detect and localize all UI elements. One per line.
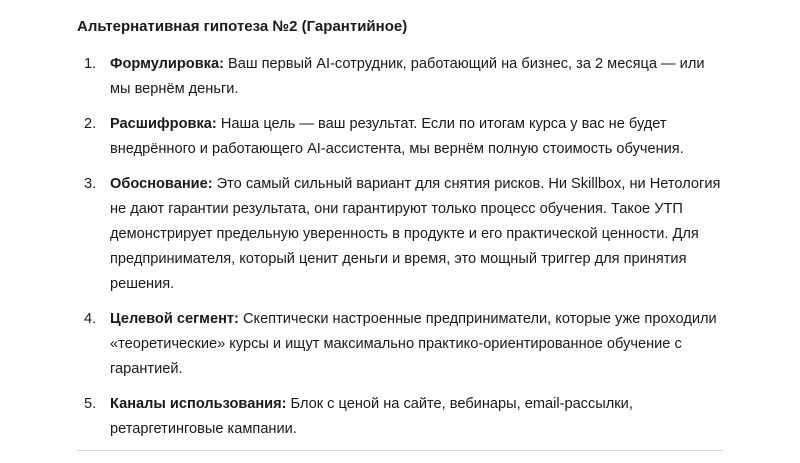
list-item-term: Каналы использования:: [110, 396, 287, 412]
list-number: 1.: [84, 56, 97, 72]
list-number: 5.: [84, 396, 97, 412]
list-item: [77, 307, 727, 382]
list-item-term: Расшифровка:: [110, 116, 217, 132]
section-divider: [77, 450, 723, 451]
list-number: 3.: [84, 176, 97, 192]
section-heading: Альтернативная гипотеза №2 (Гарантийное): [77, 18, 408, 35]
list-item-text: Ваш первый AI-сотрудник, работающий на бизнес, за 2 месяца — или мы вернём деньги.: [110, 56, 705, 97]
list-number: 2.: [84, 116, 97, 132]
list-item: [77, 172, 727, 297]
list-item-text: Скептически настроенные предприниматели, которые уже проходили «теоретические» курсы и ищут максимально практико-ориентированное обучение с гарантией.: [110, 311, 717, 377]
list-item-term: Целевой сегмент:: [110, 311, 239, 327]
list-item-term: Обоснование:: [110, 176, 213, 192]
list-item-term: Формулировка:: [110, 56, 224, 72]
document-body: [77, 16, 727, 452]
list-item-text: Наша цель — ваш результат. Если по итогам курса у вас не будет внедрённого и работающего AI-ассистента, мы вернём полную стоимость обучения.: [110, 116, 684, 157]
list-item-text: Блок с ценой на сайте, вебинары, email-рассылки, ретаргетинговые кампании.: [110, 396, 633, 437]
list-item: [77, 52, 727, 102]
numbered-list: [77, 52, 727, 442]
list-item-text: Это самый сильный вариант для снятия рисков. Ни Skillbox, ни Нетология не дают гарантии результата, они гарантируют только процесс обучения. Такое УТП демонстрирует предельную уверенность в продукте и его практической ценности. Для предпринимателя, который ценит деньги и время, это мощный триггер для принятия решения.: [110, 176, 721, 292]
list-item: [77, 392, 727, 442]
list-item: [77, 112, 727, 162]
list-number: 4.: [84, 311, 97, 327]
